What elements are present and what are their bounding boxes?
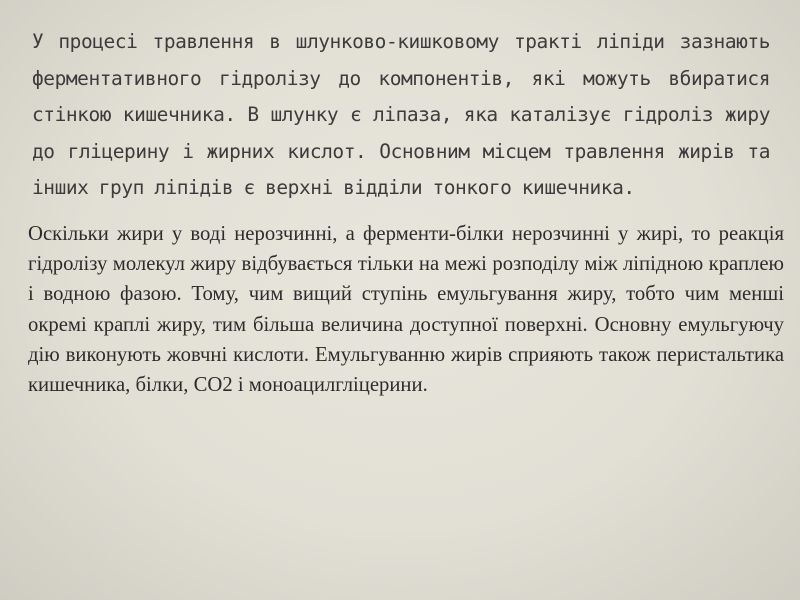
paragraph-emulsification: Оскільки жири у воді нерозчинні, а ферменти-білки нерозчинні у жирі, то реакція гідролізу молекул жиру відбувається тільки на межі розподілу між ліпідною краплею і водною фазою. Тому, чим вищий ступінь емульгування жиру, тобто чим менші окремі краплі жиру, тим більша величина доступної поверхні. Основну емульгуючу дію виконують жовчні кислоти. Емульгуванню жирів сприяють також перистальтика кишечника, білки, СО2 і моноацилгліцерини.	[28, 223, 784, 397]
paragraph-lipid-digestion: У процесі травлення в шлунково-кишковому тракті ліпіди зазнають ферментативного гідролізу до компонентів, які можуть вбиратися стінкою кишечника. В шлунку є ліпаза, яка каталізує гідроліз жиру до гліцерину і жирних кислот. Основним місцем травлення жирів та інших груп ліпідів є верхні відділи тонкого кишечника.	[32, 30, 770, 199]
